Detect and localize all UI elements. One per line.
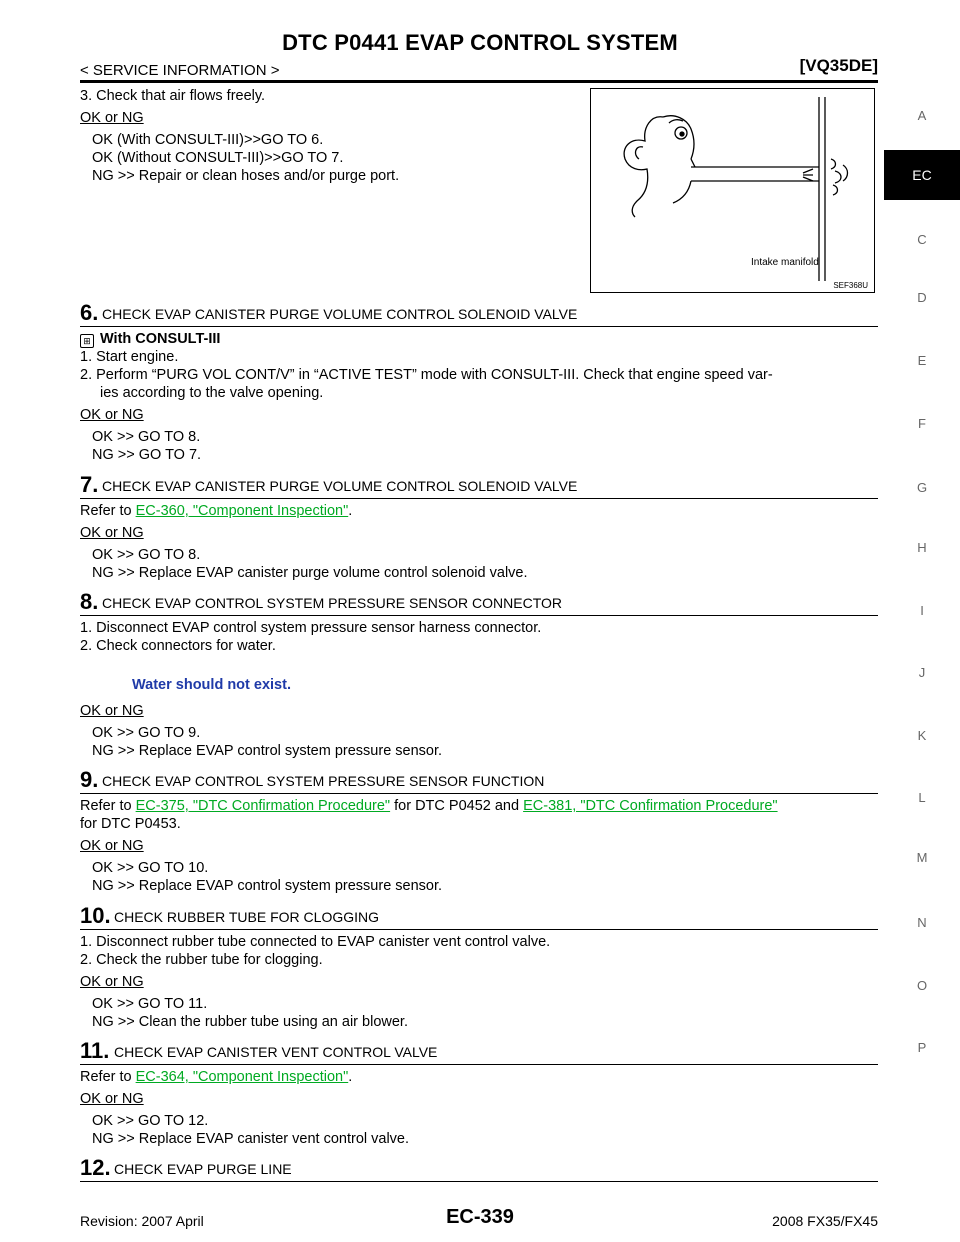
- consult-icon: ⊞: [80, 334, 94, 348]
- s8-ok: OK >> GO TO 9.: [92, 725, 201, 741]
- step-7-header: [80, 472, 878, 499]
- figure-code: SEF368U: [833, 281, 868, 290]
- ok-ng-label: OK or NG: [80, 838, 144, 854]
- ok-ng-label: OK or NG: [80, 703, 144, 719]
- link-ec-364[interactable]: EC-364, "Component Inspection": [135, 1069, 349, 1085]
- side-tab-active-ec[interactable]: EC: [884, 150, 960, 200]
- step-number: 8.: [80, 589, 99, 614]
- header-rule: [80, 80, 878, 83]
- mouth-blowing-illustration: [591, 89, 876, 294]
- s6-item1: 1. Start engine.: [80, 349, 179, 365]
- step-number: 10.: [80, 903, 111, 928]
- ok-ng-label: OK or NG: [80, 1091, 144, 1107]
- refer-mid: for DTC P0452 and: [390, 798, 524, 814]
- s7-refer: [80, 503, 352, 520]
- side-index-c[interactable]: C: [917, 232, 927, 247]
- result-ok-with: OK (With CONSULT-III)>>GO TO 6.: [92, 132, 324, 148]
- figure-label: Intake manifold: [751, 257, 819, 268]
- step-title: CHECK EVAP PURGE LINE: [114, 1161, 292, 1177]
- s9-ng: NG >> Replace EVAP control system pressure sensor.: [92, 878, 443, 894]
- s9-refer: [80, 798, 778, 815]
- s11-refer: [80, 1069, 352, 1086]
- page-number: EC-339: [446, 1206, 514, 1228]
- link-ec-360[interactable]: EC-360, "Component Inspection": [135, 503, 349, 519]
- step-number: 11.: [80, 1038, 110, 1063]
- step-title: CHECK EVAP CANISTER PURGE VOLUME CONTROL SOLENOID VALVE: [102, 306, 578, 322]
- step-title: CHECK EVAP CONTROL SYSTEM PRESSURE SENSOR CONNECTOR: [102, 595, 563, 611]
- side-index-m[interactable]: M: [916, 850, 928, 865]
- s6-ng: NG >> GO TO 7.: [92, 447, 202, 463]
- ok-ng-label: OK or NG: [80, 525, 144, 541]
- period: .: [348, 503, 353, 519]
- result-ok-without: OK (Without CONSULT-III)>>GO TO 7.: [92, 150, 344, 166]
- s8-ng: NG >> Replace EVAP control system pressure sensor.: [92, 743, 443, 759]
- step-title: CHECK EVAP CONTROL SYSTEM PRESSURE SENSOR FUNCTION: [102, 773, 545, 789]
- side-index-n[interactable]: N: [917, 915, 927, 930]
- side-index-p[interactable]: P: [917, 1040, 927, 1055]
- ok-ng-label: OK or NG: [80, 974, 144, 990]
- step-title: CHECK EVAP CANISTER VENT CONTROL VALVE: [114, 1044, 438, 1060]
- step-8-header: [80, 589, 878, 616]
- s9-refer-cont: for DTC P0453.: [80, 816, 181, 832]
- side-index-j[interactable]: J: [918, 665, 926, 680]
- ok-ng-label: OK or NG: [80, 407, 144, 423]
- engine-model: [VQ35DE]: [799, 56, 878, 75]
- step-10-header: [80, 903, 878, 930]
- link-ec-381[interactable]: EC-381, "DTC Confirmation Procedure": [523, 798, 778, 814]
- step-number: 9.: [80, 767, 99, 792]
- s9-ok: OK >> GO TO 10.: [92, 860, 209, 876]
- s11-ng: NG >> Replace EVAP canister vent control valve.: [92, 1131, 410, 1147]
- refer-text: Refer to: [80, 1069, 136, 1085]
- side-index-i[interactable]: I: [920, 603, 924, 618]
- s8-item1: 1. Disconnect EVAP control system pressure sensor harness connector.: [80, 620, 542, 636]
- side-index-a[interactable]: A: [917, 108, 927, 123]
- intake-manifold-figure: [590, 88, 875, 293]
- side-index-l[interactable]: L: [918, 790, 926, 805]
- s7-ok: OK >> GO TO 8.: [92, 547, 201, 563]
- s10-ng: NG >> Clean the rubber tube using an air blower.: [92, 1014, 408, 1030]
- step-number: 6.: [80, 300, 99, 325]
- step-11-header: [80, 1038, 878, 1065]
- page-title: DTC P0441 EVAP CONTROL SYSTEM: [282, 30, 678, 55]
- period: .: [348, 1069, 353, 1085]
- side-index-g[interactable]: G: [916, 480, 928, 495]
- s6-item2-cont: ies according to the valve opening.: [100, 385, 324, 401]
- s6-item2: 2. Perform “PURG VOL CONT/V” in “ACTIVE TEST” mode with CONSULT-III. Check that engine speed var-: [80, 367, 773, 383]
- result-ng: NG >> Repair or clean hoses and/or purge port.: [92, 168, 400, 184]
- s8-item2: 2. Check connectors for water.: [80, 638, 276, 654]
- step-number: 7.: [80, 472, 99, 497]
- revision-date: Revision: 2007 April: [80, 1213, 204, 1229]
- refer-text: Refer to: [80, 503, 136, 519]
- s7-ng: NG >> Replace EVAP canister purge volume control solenoid valve.: [92, 565, 528, 581]
- step-6-header: [80, 300, 878, 327]
- s11-ok: OK >> GO TO 12.: [92, 1113, 209, 1129]
- step-title: CHECK EVAP CANISTER PURGE VOLUME CONTROL SOLENOID VALVE: [102, 478, 578, 494]
- with-consult-label: With CONSULT-III: [100, 331, 221, 347]
- vehicle-model: 2008 FX35/FX45: [772, 1213, 878, 1229]
- side-index-h[interactable]: H: [917, 540, 927, 555]
- with-consult-line: [80, 331, 220, 348]
- side-index-d[interactable]: D: [917, 290, 927, 305]
- ok-ng-label: OK or NG: [80, 110, 144, 126]
- s10-ok: OK >> GO TO 11.: [92, 996, 208, 1012]
- s10-item2: 2. Check the rubber tube for clogging.: [80, 952, 323, 968]
- step-12-header: [80, 1155, 878, 1182]
- side-index-o[interactable]: O: [916, 978, 928, 993]
- refer-text: Refer to: [80, 798, 136, 814]
- step5-item3: 3. Check that air flows freely.: [80, 88, 266, 104]
- side-index-k[interactable]: K: [917, 728, 927, 743]
- step-title: CHECK RUBBER TUBE FOR CLOGGING: [114, 909, 380, 925]
- step-9-header: [80, 767, 878, 794]
- s8-spec: Water should not exist.: [132, 677, 291, 693]
- link-ec-375[interactable]: EC-375, "DTC Confirmation Procedure": [135, 798, 391, 814]
- s10-item1: 1. Disconnect rubber tube connected to EVAP canister vent control valve.: [80, 934, 551, 950]
- side-index-e[interactable]: E: [917, 353, 927, 368]
- section-label: < SERVICE INFORMATION >: [80, 62, 280, 79]
- side-index-f[interactable]: F: [918, 416, 926, 431]
- step-number: 12.: [80, 1155, 111, 1180]
- s6-ok: OK >> GO TO 8.: [92, 429, 201, 445]
